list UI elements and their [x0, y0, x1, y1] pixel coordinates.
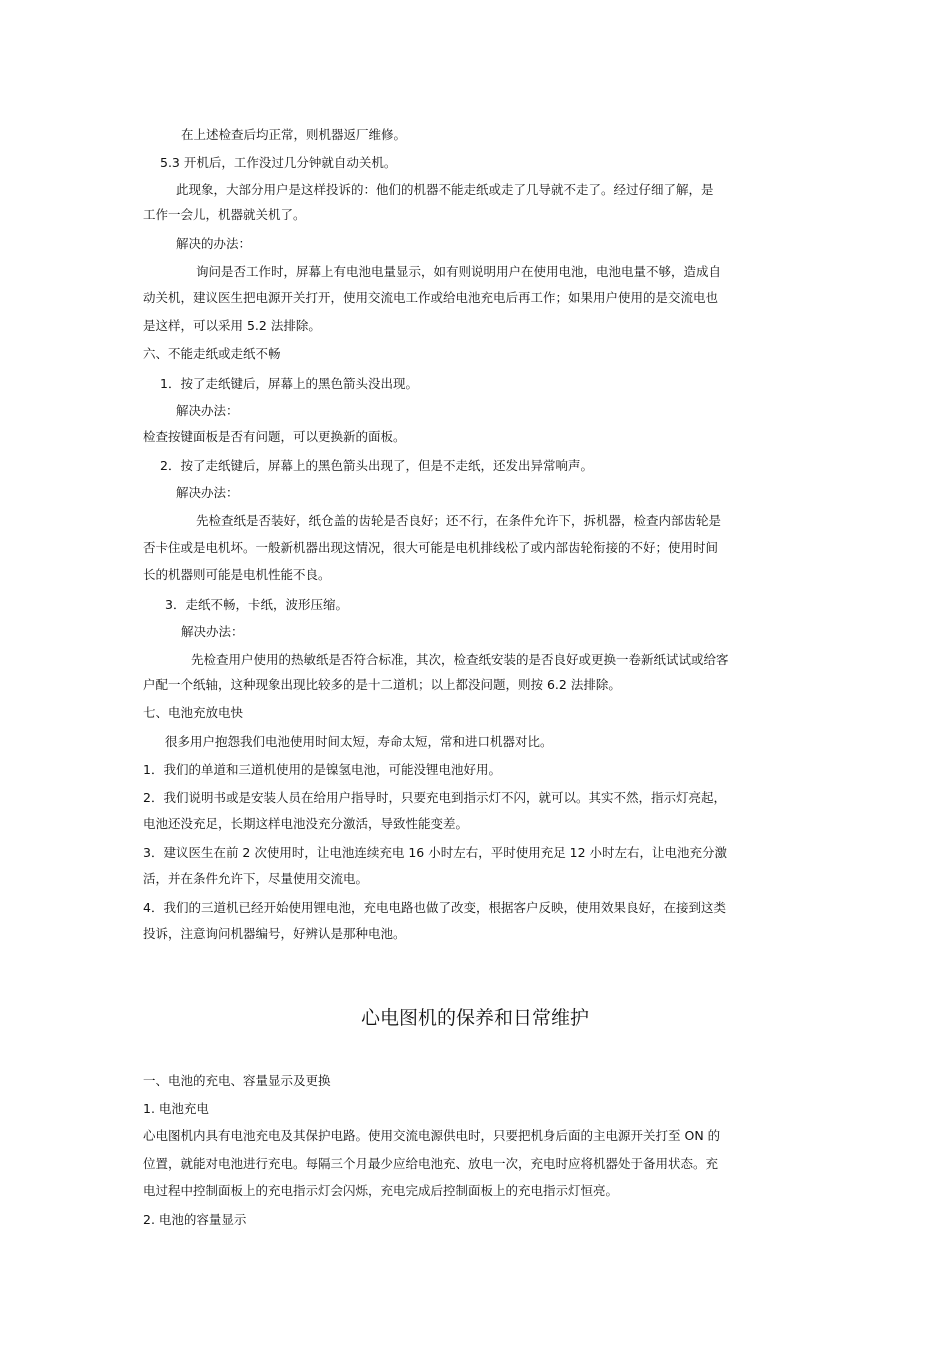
- section-heading: 一、电池的充电、容量显示及更换: [143, 1073, 331, 1088]
- text-line: 动关机，建议医生把电源开关打开，使用交流电工作或给电池充电后再工作；如果用户使用的是交流电也: [143, 290, 719, 305]
- text-line: 长的机器则可能是电机性能不良。: [143, 567, 331, 582]
- text-line: 解决办法：: [176, 485, 239, 500]
- text-line: 电池还没充足，长期这样电池没充分激活，导致性能变差。: [143, 816, 469, 831]
- text-line: 2．我们说明书或是安装人员在给用户指导时，只要充电到指示灯不闪，就可以。其实不然，指示灯亮起，: [143, 790, 726, 805]
- text-line: 解决办法：: [181, 624, 244, 639]
- text-line: 户配一个纸轴，这种现象出现比较多的是十二道机；以上都没问题，则按 6.2 法排除。: [143, 677, 621, 692]
- text-line: 解决的办法：: [176, 236, 252, 251]
- section-heading: 5.3 开机后，工作没过几分钟就自动关机。: [160, 155, 397, 170]
- page-title: 心电图机的保养和日常维护: [360, 1007, 589, 1029]
- subsection-heading: 1. 电池充电: [143, 1101, 209, 1116]
- text-line: 4．我们的三道机已经开始使用锂电池，充电电路也做了改变，根据客户反映，使用效果良好，在接到这类: [143, 900, 726, 915]
- text-line: 在上述检查后均正常，则机器返厂维修。: [181, 127, 407, 142]
- text-line: 电过程中控制面板上的充电指示灯会闪烁，充电完成后控制面板上的充电指示灯恒亮。: [143, 1183, 619, 1198]
- text-line: 否卡住或是电机坏。一般新机器出现这情况，很大可能是电机排线松了或内部齿轮衔接的不好；使用时间: [143, 540, 719, 555]
- text-line: 询问是否工作时，屏幕上有电池电量显示，如有则说明用户在使用电池，电池电量不够，造成自: [196, 264, 722, 279]
- text-line: 3．建议医生在前 2 次使用时，让电池连续充电 16 小时左右，平时使用充足 12 小时左右，让电池充分激: [143, 845, 728, 860]
- text-line: 检查按键面板是否有问题，可以更换新的面板。: [143, 429, 406, 444]
- text-line: 工作一会儿，机器就关机了。: [143, 207, 306, 222]
- text-line: 活，并在条件允许下，尽量使用交流电。: [143, 871, 369, 886]
- text-line: 3．走纸不畅，卡纸，波形压缩。: [165, 597, 348, 612]
- text-line: 解决办法：: [176, 403, 239, 418]
- text-line: 1．按了走纸键后，屏幕上的黑色箭头没出现。: [160, 376, 418, 391]
- section-heading: 六、不能走纸或走纸不畅: [143, 346, 281, 361]
- text-line: 先检查纸是否装好，纸仓盖的齿轮是否良好；还不行，在条件允许下，拆机器，检查内部齿轮是: [196, 513, 722, 528]
- text-line: 心电图机内具有电池充电及其保护电路。使用交流电源供电时，只要把机身后面的主电源开关打至 ON 的: [143, 1128, 721, 1143]
- subsection-heading: 2. 电池的容量显示: [143, 1212, 247, 1227]
- text-line: 投诉，注意询问机器编号，好辨认是那种电池。: [143, 926, 406, 941]
- text-line: 很多用户抱怨我们电池使用时间太短，寿命太短，常和进口机器对比。: [165, 734, 553, 749]
- text-line: 此现象，大部分用户是这样投诉的：他们的机器不能走纸或走了几导就不走了。经过仔细了解，是: [176, 182, 714, 197]
- text-line: 先检查用户使用的热敏纸是否符合标准，其次，检查纸安装的是否良好或更换一卷新纸试试或给客: [191, 652, 729, 667]
- section-heading: 七、电池充放电快: [143, 705, 244, 720]
- text-line: 1．我们的单道和三道机使用的是镍氢电池，可能没锂电池好用。: [143, 762, 501, 777]
- text-line: 位置，就能对电池进行充电。每隔三个月最少应给电池充、放电一次，充电时应将机器处于备用状态。充: [143, 1156, 719, 1171]
- text-line: 是这样，可以采用 5.2 法排除。: [143, 318, 321, 333]
- text-line: 2．按了走纸键后，屏幕上的黑色箭头出现了，但是不走纸，还发出异常响声。: [160, 458, 593, 473]
